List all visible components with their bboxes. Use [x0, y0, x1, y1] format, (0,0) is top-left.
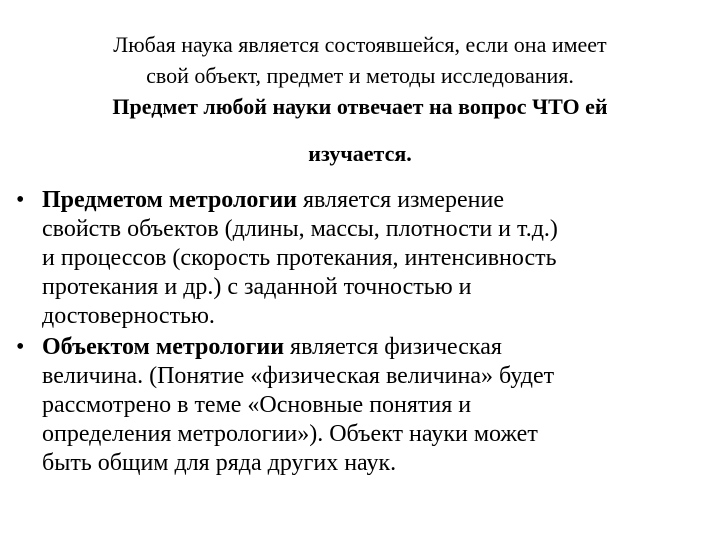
bullet-line: определения метрологии»). Объект науки может — [42, 421, 538, 447]
bullet-line: протекания и др.) с заданной точностью и — [42, 274, 472, 300]
intro-line-2: свой объект, предмет и методы исследования. — [146, 63, 574, 88]
bullet-line: свойств объектов (длины, массы, плотности и т.д.) — [42, 216, 558, 242]
bullet-line: величина. (Понятие «физическая величина» будет — [42, 363, 555, 389]
intro-line-4: изучается. — [308, 141, 412, 166]
bullet-line: достоверностью. — [42, 303, 215, 329]
bullet-first-line — [42, 186, 706, 215]
bullet-first-line — [42, 333, 706, 362]
bullet-term: Предметом метрологии — [42, 187, 297, 213]
bullet-item-object — [16, 333, 706, 478]
intro-line-3: Предмет любой науки отвечает на вопрос ЧТО ей — [112, 94, 608, 119]
bullet-item-subject — [16, 186, 706, 331]
bullet-line: быть общим для ряда других наук. — [42, 450, 397, 476]
bullet-line: и процессов (скорость протекания, интенсивность — [42, 245, 557, 271]
intro-line-1: Любая наука является состоявшейся, если она имеет — [113, 32, 607, 57]
intro-block — [20, 29, 700, 169]
bullet-icon: • — [16, 187, 25, 213]
bullet-list — [16, 186, 706, 478]
bullet-icon: • — [16, 334, 25, 360]
bullet-first-rest: является физическая — [284, 334, 502, 360]
bullet-first-rest: является измерение — [297, 187, 505, 213]
bullet-line: рассмотрено в теме «Основные понятия и — [42, 392, 472, 418]
bullet-term: Объектом метрологии — [42, 334, 285, 360]
